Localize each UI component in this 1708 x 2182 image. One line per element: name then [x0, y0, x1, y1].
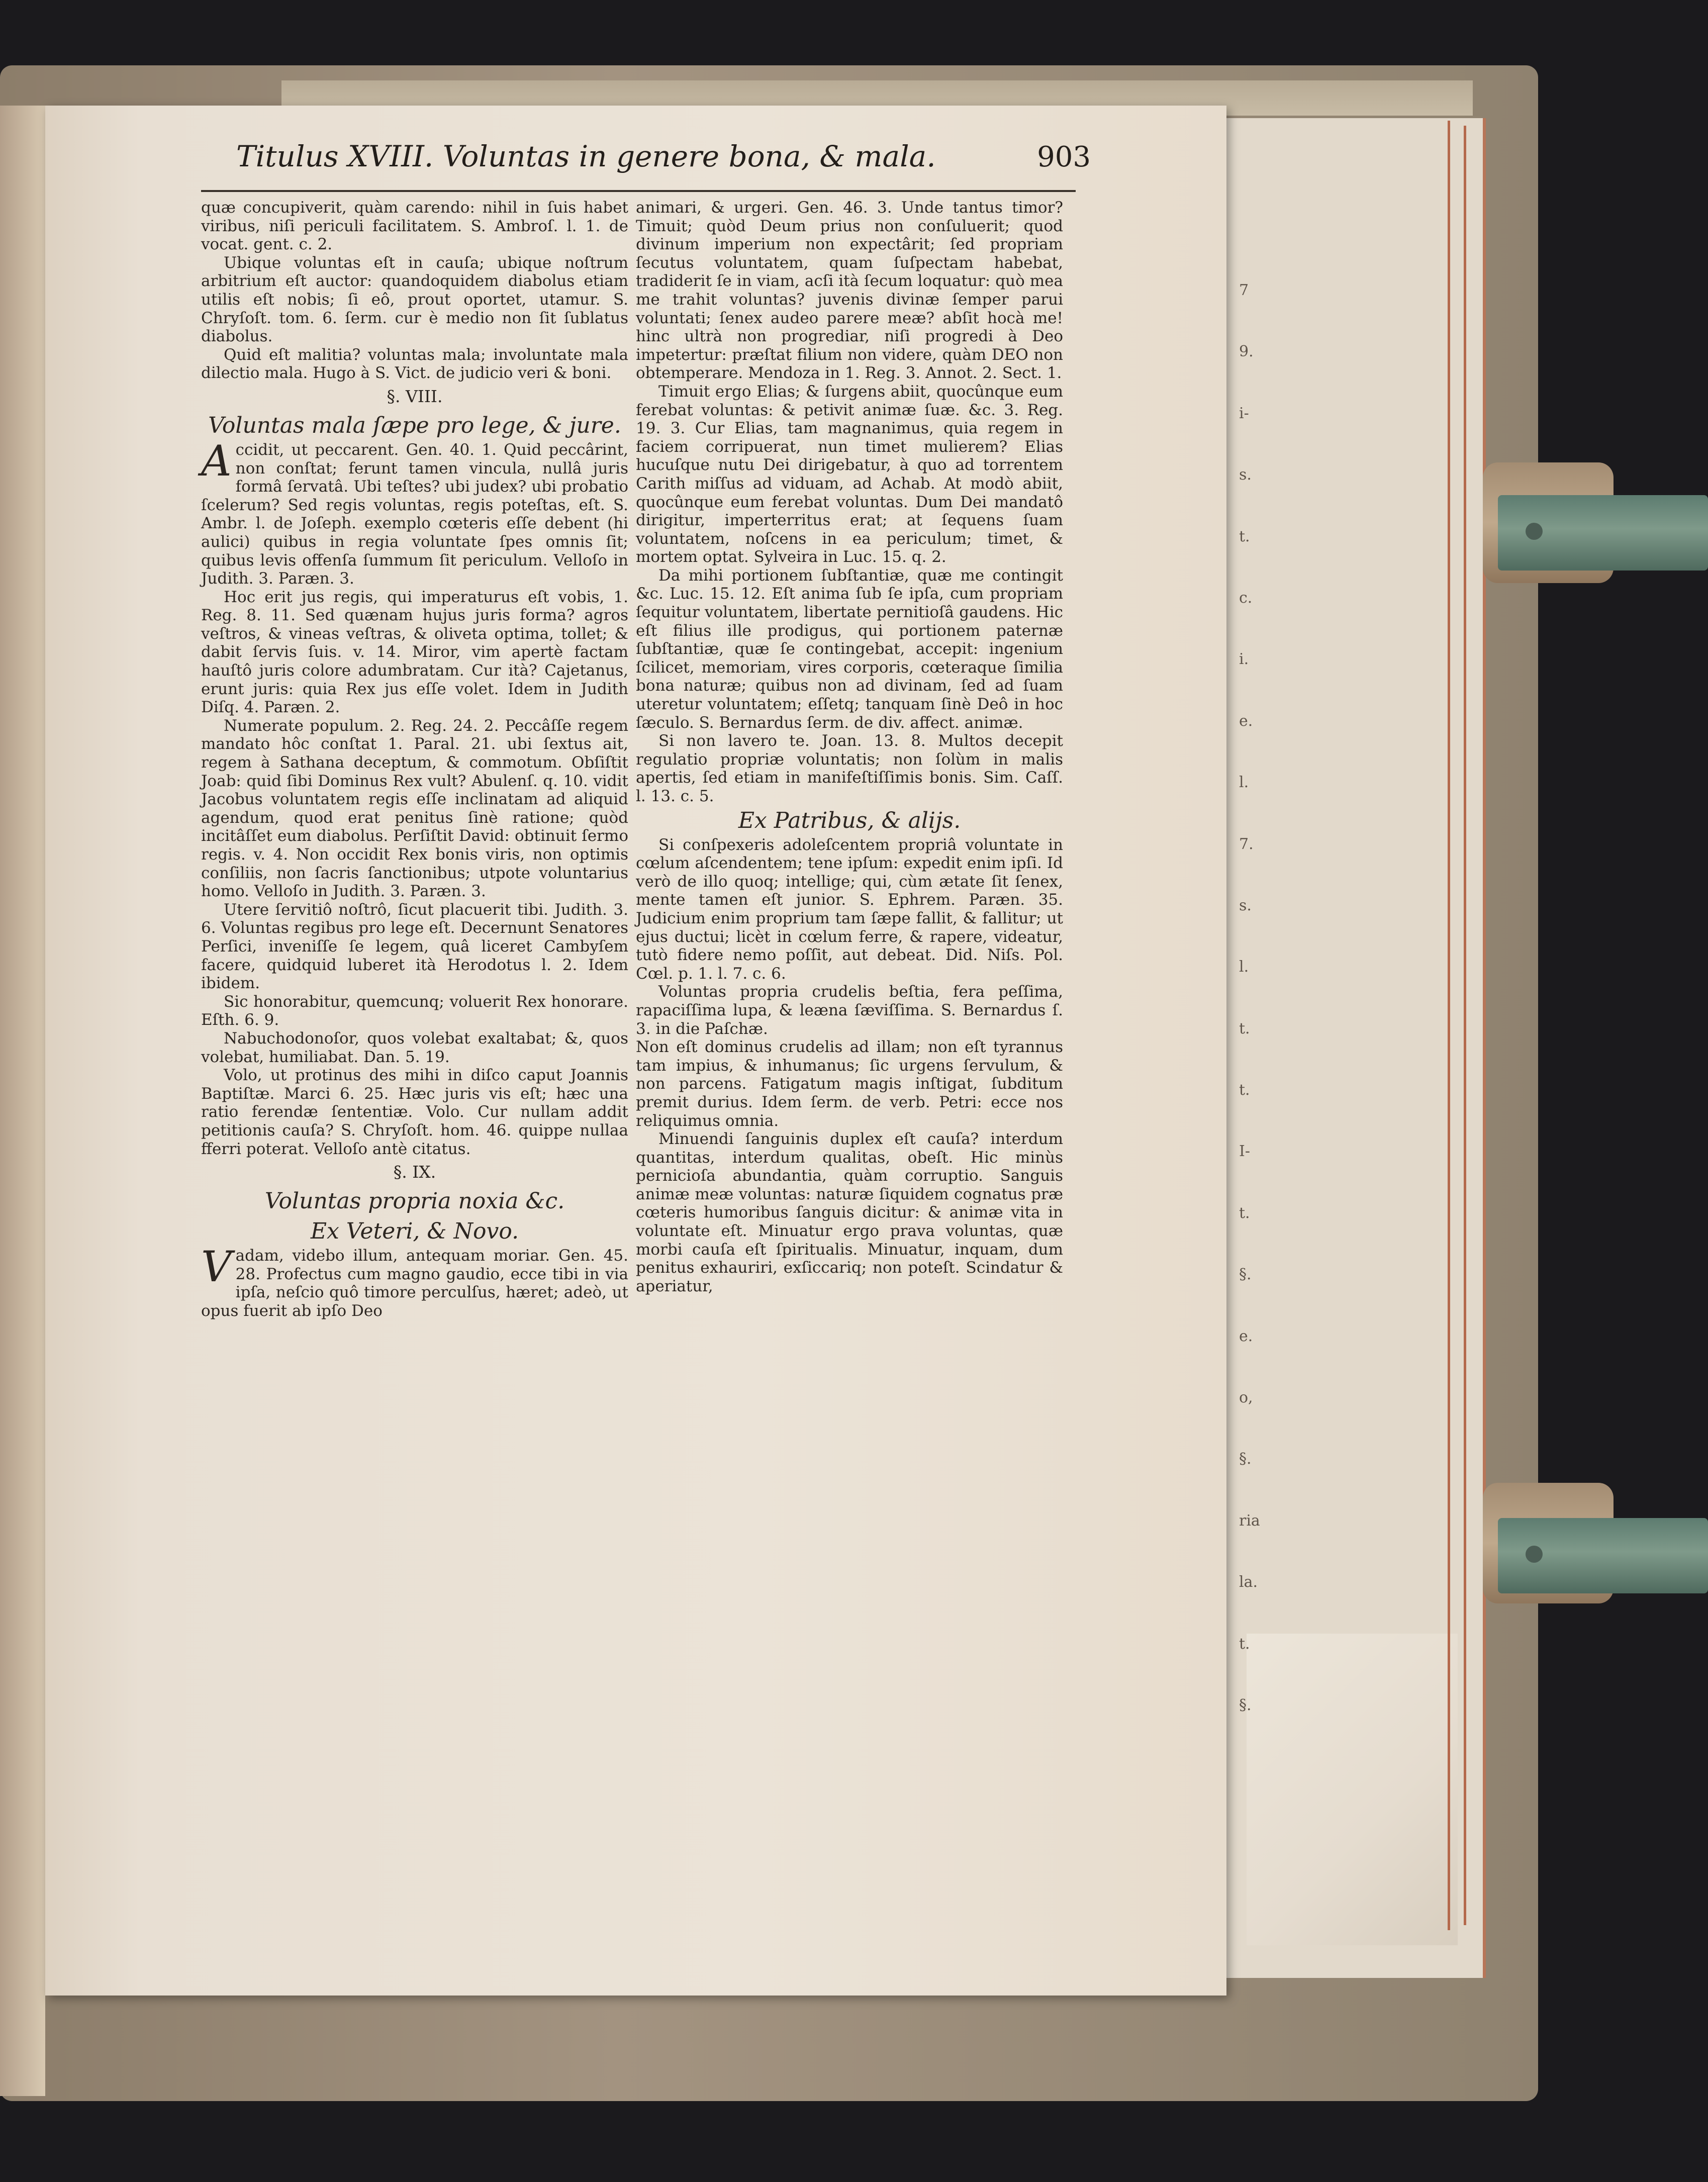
paragraph: Utere ſervitiô noſtrô, ſicut placuerit tibi. Judith. 3. 6. Voluntas regibus pro lege eſt. Decernunt Senatores Perſici, inveniſſe ſe legem, quâ liceret Cambyſem facere, quidquid luberet ità Herodotus l. 2. Idem ibidem.	[201, 900, 628, 993]
bleed-fragment: 7	[1239, 281, 1249, 299]
bleed-fragment: l.	[1239, 958, 1249, 976]
right-text-column	[636, 199, 1063, 1295]
left-text-column	[201, 199, 628, 1320]
section-number: §. VIII.	[387, 386, 443, 406]
paragraph: quæ concupiverit, quàm carendo: nihil in ſuis habet viribus, niſi periculi facilitatem. S. Ambroſ. l. 1. de vocat. gent. c. 2.	[201, 199, 628, 254]
header-rule	[201, 190, 1076, 192]
paragraph: Non eſt dominus crudelis ad illam; non eſt tyrannus tam impius, & inhumanus; ſic urgens ſervulum, & non parcens. Fatigatum magis inſtigat, ſubditum premit durius. Idem ſerm. de verb. Petri: ecce nos reliquimus omnia.	[636, 1038, 1063, 1130]
paragraph: Si conſpexeris adoleſcentem propriâ voluntate in cœlum aſcendentem; tene ipſum: expedit enim ipſi. Id verò de illo quoq; intellige; qui, cùm ætate ſit ſenex, mente tamen eſt junior. S. Ephrem. Paræn. 35. Judicium enim proprium tam ſæpe fallit, & fallitur; ut ejus ductui; licèt in cœlum ferre, & rapere, videatur, tutò fidere nemo poſſit, aut debeat. Did. Niſs. Pol. Cœl. p. 1. l. 7. c. 6.	[636, 835, 1063, 983]
bleed-fragment: c.	[1239, 589, 1253, 607]
section-heading: Voluntas propria noxia &c.	[264, 1188, 565, 1214]
paragraph: animari, & urgeri. Gen. 46. 3. Unde tantus timor? Timuit; quòd Deum prius non conſuluerit; quod divinum imperium non expectârit; ſed propriam ſecutus voluntatem, quam ſuſpectam habebat, tradiderit ſe in viam, acſi ità ſecum loquatur: quò mea me trahit voluntas? juvenis divinæ ſemper parui voluntati; ſenex audeo parere meæ? abſit hocà me! hinc ultrà non progrediar, niſi progredi à Deo impetertur: præſtat filium non videre, quàm DEO non obtemperare. Mendoza in 1. Reg. 3. Annot. 2. Sect. 1.	[636, 199, 1063, 383]
paragraph: Hoc erit jus regis, qui imperaturus eſt vobis, 1. Reg. 8. 11. Sed quænam hujus juris forma? agros veſtros, & vineas veſtras, & oliveta optima, tollet; & dabit ſervis ſuis. v. 14. Miror, vim apertè factam hauſtô juris colore adumbratam. Cur ità? Cajetanus, erunt juris: quia Rex jus eſſe volet. Idem in Judith Diſq. 4. Paræn. 2.	[201, 588, 628, 717]
rivet-icon	[1526, 523, 1543, 540]
paragraph: Ubique voluntas eſt in cauſa; ubique noſtrum arbitrium eſt auctor: quandoquidem diabolus etiam utilis eſt nobis; ſi eô, prout oportet, utamur. S. Chryſoſt. tom. 6. ſerm. cur è medio non ſit ſublatus diabolus.	[201, 253, 628, 346]
bleed-fragment: la.	[1239, 1573, 1258, 1591]
bleed-through-text	[1239, 281, 1279, 1714]
bleed-fragment: t.	[1239, 1081, 1250, 1099]
bleed-fragment: s.	[1239, 896, 1252, 914]
page-number: 903	[1037, 141, 1091, 173]
bleed-fragment: §.	[1239, 1696, 1252, 1714]
paragraph-dropcap: Accidit, ut peccarent. Gen. 40. 1. Quid peccârint, non conſtat; ferunt tamen vincula, nullâ juris formâ ſervatâ. Ubi teſtes? ubi judex? ubi probatio ſcelerum? Sed regis voluntas, regis poteſtas, eſt. S. Ambr. l. de Joſeph. exemplo cœteris eſſe debent (hi aulici) quibus in regia voluntate ſpes omnis ſit; quibus levis offenſa ſummum ſit periculum. Velloſo in Judith. 3. Paræn. 3.	[201, 436, 628, 588]
bleed-fragment: ria	[1239, 1511, 1260, 1530]
section-number: §. IX.	[393, 1162, 436, 1182]
paragraph-dropcap: Vadam, videbo illum, antequam moriar. Gen. 45. 28. Profectus cum magno gaudio, ecce tibi in via ipſa, neſcio quô timore perculſus, hæret; adeò, ut opus fuerit ab ipſo Deo	[201, 1242, 628, 1320]
paragraph: Si non lavero te. Joan. 13. 8. Multos decepit regulatio propriæ voluntatis; non ſolùm in malis apertis, ſed etiam in manifeſtiſſimis bonis. Sim. Caſſ. l. 13. c. 5.	[636, 732, 1063, 805]
bleed-fragment: I-	[1239, 1143, 1250, 1161]
running-head	[236, 118, 1091, 173]
paragraph: Sic honorabitur, quemcunq; voluerit Rex honorare. Eſth. 6. 9.	[201, 992, 628, 1029]
bleed-fragment: e.	[1239, 712, 1253, 730]
paragraph: Minuendi ſanguinis duplex eſt cauſa? interdum quantitas, interdum qualitas, obeſt. Hic minùs pernicioſa abundantia, quàm corruptio. Sanguis animæ meæ voluntas: naturæ ſiquidem cognatus præ cœteris humoribus ſanguis dicitur: & animæ vita in voluntate eſt. Minuatur ergo prava voluntas, quæ morbi cauſa eſt ſpiritualis. Minuatur, inquam, dum penitus exhauriri, exſiccariq; non poteſt. Scindatur & aperiatur,	[636, 1130, 1063, 1295]
paragraph: Volo, ut protinus des mihi in diſco caput Joannis Baptiſtæ. Marci 6. 25. Hæc juris vis eſt; hæc una ratio ferendæ ſententiæ. Volo. Cur nullam addit petitionis cauſa? S. Chryſoſt. hom. 46. quippe nullaa fferri poterat. Velloſo antè citatus.	[201, 1066, 628, 1158]
bleed-fragment: o,	[1239, 1389, 1253, 1407]
bleed-fragment: t.	[1239, 527, 1250, 545]
section-heading: Ex Veteri, & Novo.	[310, 1218, 519, 1245]
bleed-fragment: 9.	[1239, 343, 1254, 361]
bleed-fragment: s.	[1239, 466, 1252, 484]
page-edge-line	[1448, 121, 1450, 1930]
bleed-fragment: e.	[1239, 1327, 1253, 1345]
bleed-fragment: i.	[1239, 650, 1249, 669]
bleed-fragment: t.	[1239, 1204, 1250, 1222]
section-heading: Voluntas mala ſæpe pro lege, & jure.	[208, 412, 621, 438]
paragraph: Numerate populum. 2. Reg. 24. 2. Peccâſſe regem mandato hôc conſtat 1. Paral. 21. ubi ſextus ait, regem à Sathana deceptum, & commotum. Obſiſtit Joab: quid ſibi Dominus Rex vult? Abulenſ. q. 10. vidit Jacobus voluntatem regis eſſe inclinatam ad aliquid agendum, quod erat penitus ſinè ratione; quòd incitâſſet eum diabolus. Perſiſtit David: obtinuit ſermo regis. v. 4. Non occidit Rex bonis viris, non optimis conſiliis, non ſacris ſanctionibus; utpote voluntarius homo. Velloſo in Judith. 3. Paræn. 3.	[201, 716, 628, 901]
bleed-fragment: t.	[1239, 1019, 1250, 1037]
bleed-fragment: 7.	[1239, 835, 1254, 853]
bleed-fragment: §.	[1239, 1266, 1252, 1284]
running-title: Titulus XVIII. Voluntas in genere bona, & mala.	[236, 139, 936, 173]
page-edge-line	[1464, 126, 1466, 1925]
bleed-fragment: §.	[1239, 1450, 1252, 1468]
paragraph: Timuit ergo Elias; & ſurgens abiit, quocûnque eum ferebat voluntas: & petivit animæ ſuæ. &c. 3. Reg. 19. 3. Cur Elias, tam magnanimus, quia regem in faciem corripuerat, nun timet mulierem? Elias hucuſque nutu Dei dirigebatur, à quo ad torrentem Carith miſſus ad viduam, ad Achab. At modò abiit, quocûnque eum ferebat voluntas. Dum Dei mandatô dirigitur, imperterritus erat; at ſequens ſuam voluntatem, noſcens in ea periculum; timet, & mortem optat. Sylveira in Luc. 15. q. 2.	[636, 382, 1063, 566]
bleed-fragment: l.	[1239, 774, 1249, 792]
bleed-fragment: i-	[1239, 404, 1249, 422]
section-heading: Ex Patribus, & alijs.	[738, 807, 961, 833]
paragraph: Quid eſt malitia? voluntas mala; involuntate mala dilectio mala. Hugo à S. Vict. de judicio veri & boni.	[201, 345, 628, 383]
facing-page-edge	[0, 106, 45, 2096]
bleed-fragment: t.	[1239, 1635, 1250, 1653]
paragraph: Da mihi portionem ſubſtantiæ, quæ me contingit &c. Luc. 15. 12. Eſt anima ſub ſe ipſa, cum propriam ſequitur voluntatem, libertate pernitioſâ gaudens. Hic eſt filius ille prodigus, qui portionem paternæ ſubſtantiæ, quæ ſe contingebat, accepit: ingenium ſcilicet, memoriam, vires corporis, cœteraque ſimilia bona naturæ; quibus non ad divinam, ſed ad ſuam uteretur voluntatem; eſſetq; tanquam ſinè Deô in hoc ſæculo. S. Bernardus ſerm. de div. affect. animæ.	[636, 566, 1063, 732]
paragraph: Voluntas propria crudelis beſtia, fera peſſima, rapaciſſima lupa, & leæna ſæviſſima. S. Bernardus ſ. 3. in die Paſchæ.	[636, 983, 1063, 1038]
rivet-icon	[1526, 1546, 1543, 1563]
paragraph: Nabuchodonoſor, quos volebat exaltabat; &, quos volebat, humiliabat. Dan. 5. 19.	[201, 1029, 628, 1066]
